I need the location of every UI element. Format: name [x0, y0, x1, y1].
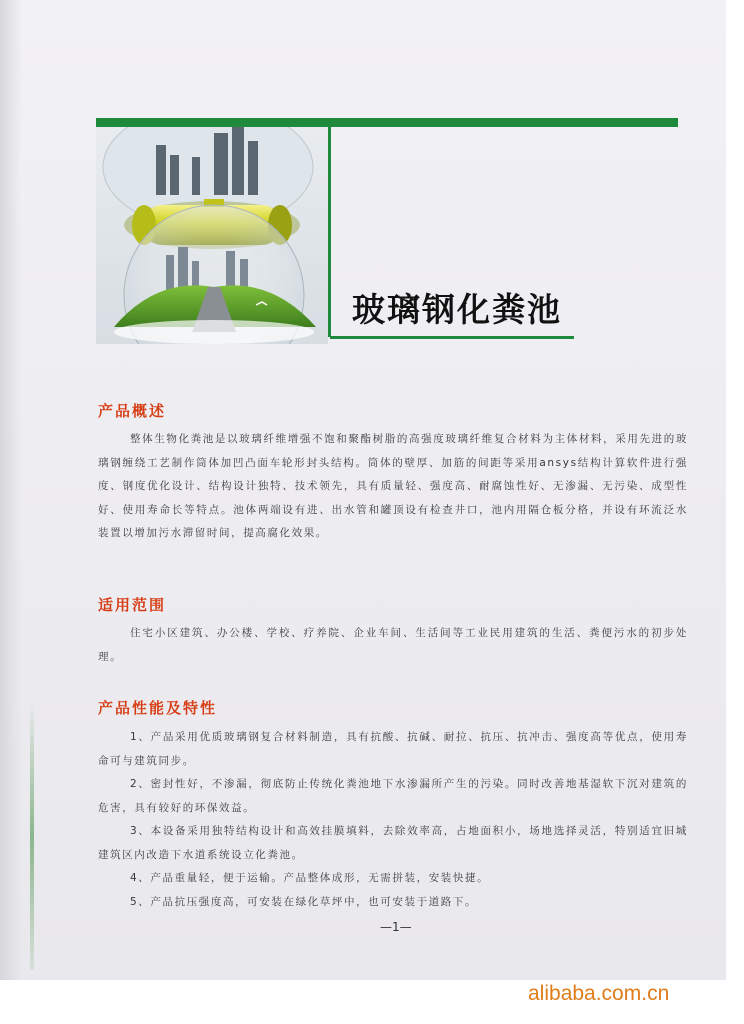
features-list: [98, 726, 688, 914]
feature-item: 5、产品抗压强度高，可安装在绿化草坪中，也可安装于道路下。: [130, 895, 478, 908]
page-edge-tint: [30, 700, 34, 970]
overview-paragraph: 整体生物化粪池是以玻璃纤维增强不饱和聚酯树脂的高强度玻璃纤维复合材料为主体材料，采用先进的玻璃钢缠绕工艺制作筒体加凹凸面车轮形封头结构。筒体的壁厚、加筋的间距等采用ansys结构计算软件进行强度、钢度优化设计、结构设计独特、技术领先，具有质量轻、强度高、耐腐蚀性好、无渗漏、无污染、成型性好、使用寿命长等特点。池体两端设有进、出水管和罐顶设有检查井口，池内用隔仓板分格，并设有环流泛水装置以增加污水滞留时间，提高腐化效果。: [98, 433, 688, 539]
hero-illustration: [96, 127, 328, 344]
section-heading-overview: 产品概述: [98, 402, 167, 420]
feature-item: 2、密封性好，不渗漏，彻底防止传统化粪池地下水渗漏所产生的污染。同时改善地基湿软下沉对建筑的危害，具有较好的环保效益。: [98, 778, 688, 814]
page-edge-shadow: [0, 0, 22, 980]
section-heading-features: 产品性能及特性: [98, 699, 218, 717]
alibaba-watermark: alibaba.com.cn: [528, 982, 670, 1005]
feature-item: 3、本设备采用独特结构设计和高效挂膜填料，去除效率高，占地面积小，场地选择灵活，特别适宜旧城建筑区内改造下水道系统设立化粪池。: [98, 825, 688, 861]
page-number: —1—: [380, 920, 412, 934]
top-green-rule: [96, 118, 678, 127]
section-heading-scope: 适用范围: [98, 596, 167, 614]
title-underline-rule: [330, 336, 574, 339]
scope-paragraph: 住宅小区建筑、办公楼、学校、疗养院、企业车间、生活间等工业民用建筑的生活、粪便污水的初步处理。: [98, 627, 688, 663]
vertical-green-rule: [328, 127, 331, 337]
feature-item: 1、产品采用优质玻璃钢复合材料制造，具有抗酸、抗碱、耐拉、抗压、抗冲击、强度高等优点，使用寿命可与建筑同步。: [98, 731, 688, 767]
page-title: 玻璃钢化粪池: [352, 290, 562, 329]
feature-item: 4、产品重量轻，便于运输。产品整体成形，无需拼装，安装快捷。: [130, 872, 490, 884]
